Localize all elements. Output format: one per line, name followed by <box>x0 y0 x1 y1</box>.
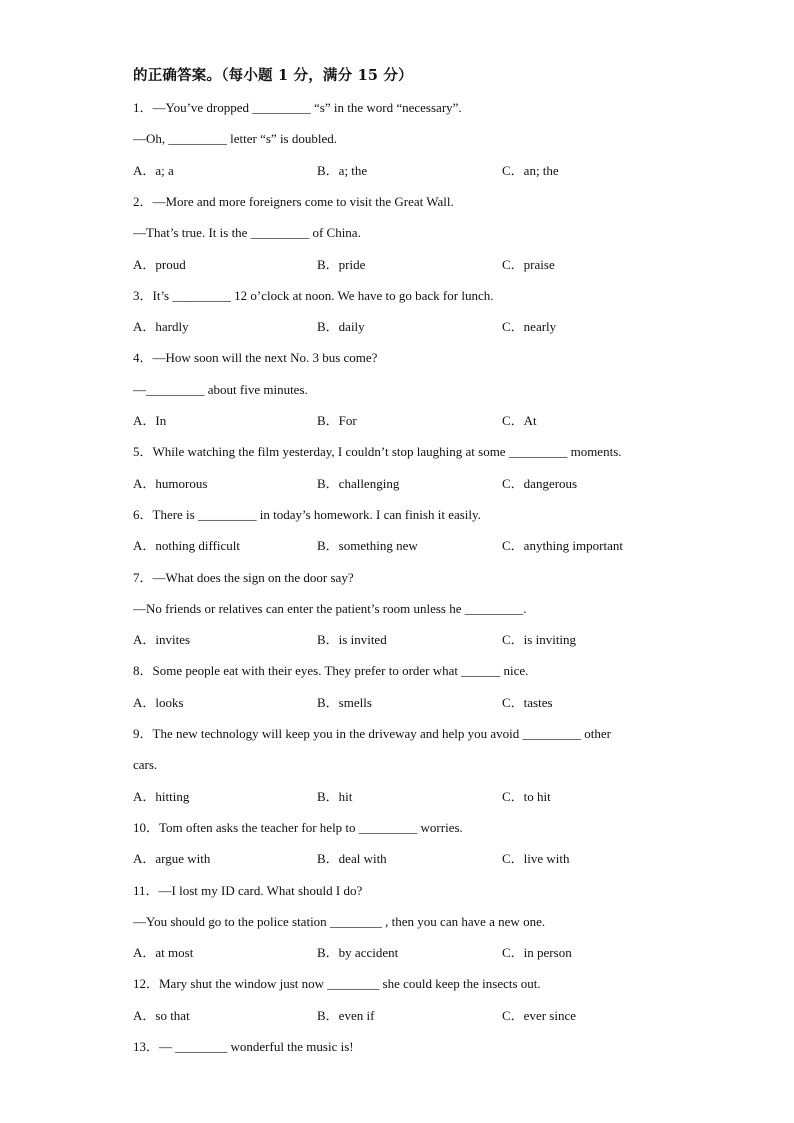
question-text-line: 4．—How soon will the next No. 3 bus come? <box>133 350 378 365</box>
question-text-line: 1．—You’ve dropped _________ “s” in the word “necessary”. <box>133 100 462 115</box>
question-text-line: —That’s true. It is the _________ of China. <box>133 225 361 240</box>
answer-option-b: B．by accident <box>317 945 399 960</box>
question-text-line: 13．— ________ wonderful the music is! <box>133 1039 354 1054</box>
answer-option-b: B．even if <box>317 1008 375 1023</box>
answer-option-b: B．is invited <box>317 632 387 647</box>
answer-option-c: C．is inviting <box>502 632 577 647</box>
answer-option-a: A．a; a <box>133 163 174 178</box>
answer-option-c: C．nearly <box>502 319 557 334</box>
answer-option-a: A．In <box>133 413 167 428</box>
answer-option-a: A．argue with <box>133 851 211 866</box>
answer-option-a: A．so that <box>133 1008 190 1023</box>
answer-option-a: A．invites <box>133 632 191 647</box>
answer-option-c: C．ever since <box>502 1008 577 1023</box>
question-text-line: —Oh, _________ letter “s” is doubled. <box>133 131 337 146</box>
answer-option-a: A．hardly <box>133 319 189 334</box>
answer-option-b: B．pride <box>317 257 366 272</box>
answer-option-c: C．dangerous <box>502 476 578 491</box>
answer-option-a: A．at most <box>133 945 194 960</box>
answer-option-b: B．daily <box>317 319 365 334</box>
answer-option-b: B．a; the <box>317 163 368 178</box>
question-text-line: 2．—More and more foreigners come to visit the Great Wall. <box>133 194 454 209</box>
answer-option-b: B．smells <box>317 695 372 710</box>
answer-option-b: B．deal with <box>317 851 387 866</box>
answer-option-a: A．humorous <box>133 476 208 491</box>
answer-option-c: C．At <box>502 413 537 428</box>
question-text-line: —_________ about five minutes. <box>133 382 308 397</box>
answer-option-c: C．live with <box>502 851 570 866</box>
answer-option-c: C．praise <box>502 257 555 272</box>
question-text-line: —No friends or relatives can enter the patient’s room unless he _________. <box>133 601 527 616</box>
question-text-line: 5．While watching the film yesterday, I couldn’t stop laughing at some _________ moments. <box>133 444 622 459</box>
answer-option-c: C．tastes <box>502 695 553 710</box>
answer-option-c: C．an; the <box>502 163 559 178</box>
question-text-line: 11．—I lost my ID card. What should I do? <box>133 883 363 898</box>
question-text-line: cars. <box>133 757 158 772</box>
question-text-line: 3．It’s _________ 12 o’clock at noon. We have to go back for lunch. <box>133 288 494 303</box>
section-instruction: 的正确答案。（每小题 1 分，满分 15 分） <box>133 67 413 84</box>
answer-option-b: B．For <box>317 413 357 428</box>
answer-option-a: A．looks <box>133 695 184 710</box>
answer-option-c: C．anything important <box>502 538 623 553</box>
answer-option-a: A．hitting <box>133 789 190 804</box>
question-text-line: —You should go to the police station ________ , then you can have a new one. <box>133 914 546 929</box>
question-text-line: 12．Mary shut the window just now ________ she could keep the insects out. <box>133 976 541 991</box>
question-text-line: 9．The new technology will keep you in the driveway and help you avoid _________ other <box>133 726 612 741</box>
question-text-line: 6．There is _________ in today’s homework. I can finish it easily. <box>133 507 481 522</box>
question-text-line: 7．—What does the sign on the door say? <box>133 570 354 585</box>
answer-option-b: B．something new <box>317 538 418 553</box>
answer-option-a: A．proud <box>133 257 186 272</box>
answer-option-c: C．to hit <box>502 789 551 804</box>
answer-option-b: B．challenging <box>317 476 400 491</box>
answer-option-c: C．in person <box>502 945 572 960</box>
answer-option-b: B．hit <box>317 789 353 804</box>
answer-option-a: A．nothing difficult <box>133 538 241 553</box>
question-text-line: 8．Some people eat with their eyes. They prefer to order what ______ nice. <box>133 663 529 678</box>
question-text-line: 10．Tom often asks the teacher for help to _________ worries. <box>133 820 463 835</box>
